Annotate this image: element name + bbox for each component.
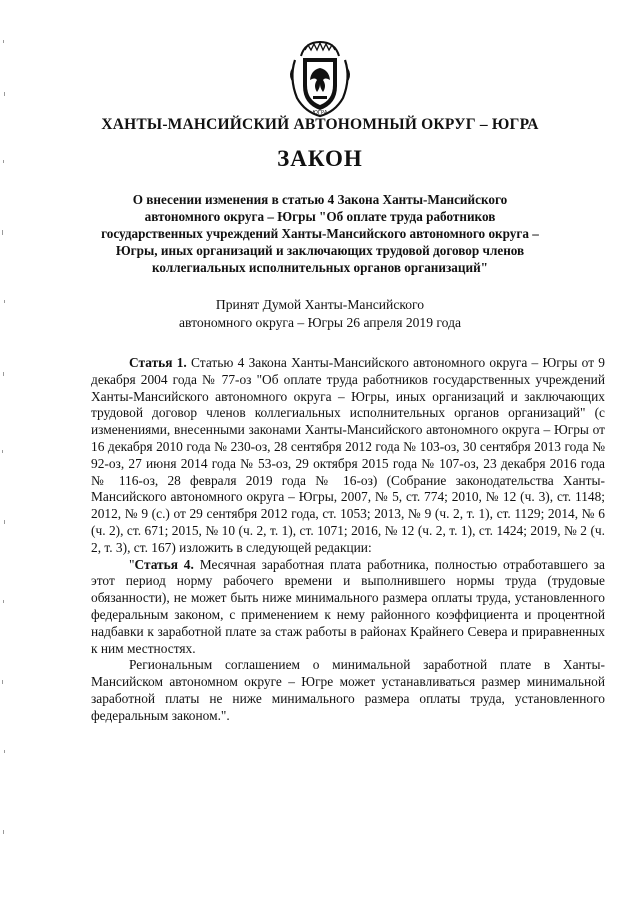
coat-of-arms-icon [285,38,355,118]
article-1-heading: Статья 1. [129,355,187,370]
article-4-paragraph [91,557,605,658]
article-1-text: Статью 4 Закона Ханты-Мансийского автономного округа – Югры от 9 декабря 2004 года № 77-оз "Об оплате труда работников государственных учреждений Ханты-Мансийского автономного округа – Югры, иных организаций и заключающих трудовой договор членов коллегиальных исполнительных органов организаций" (с изменениями, внесенными законами Ханты-Мансийского автономного округа – Югры от 16 декабря 2010 года № 230-оз, 28 сентября 2012 года № 103-оз, 30 сентября 2013 года № 92-оз, 27 июня 2014 года № 53-оз, 29 октября 2015 года № 107-оз, 23 декабря 2016 года № 116-оз, 28 февраля 2019 года № 16-оз) (Собрание законодательства Ханты-Мансийского автономного округа – Югры, 2007, № 5, ст. 774; 2010, № 12 (ч. 3), ст. 1148; 2012, № 9 (с.) от 29 сентября 2012 года, ст. 1053; 2013, № 9 (ч. 2, т. 1), ст. 1129; 2014, № 6 (ч. 2), ст. 671; 2015, № 10 (ч. 2, т. 1), ст. 1071; 2016, № 12 (ч. 2, т. 1), ст. 1424; 2019, № 2 (ч. 2, т. 3), ст. 167) изложить в следующей редакции: [91,355,605,555]
region-title: ХАНТЫ-МАНСИЙСКИЙ АВТОНОМНЫЙ ОКРУГ – ЮГРА [101,116,539,133]
article-4-text: Месячная заработная плата работника, полностью отработавшего за этот период норму рабочего времени и выполнившего нормы труда (трудовые обязанности), не может быть ниже минимального размера оплаты труда, установленного федеральным законом, с применением к нему районного коэффициента и процентной надбавки к заработной плате за стаж работы в районах Крайнего Севера и приравненных к ним местностях. [91,556,605,656]
document-type: ЗАКОН [277,146,363,171]
adoption-note [0,296,640,332]
law-subtitle: О внесении изменения в статью 4 Закона Ханты-Мансийского автономного округа – Югры "Об оплате труда работников государственных учреждений Ханты-Мансийского автономного округа – Югры, иных организаций и заключающих трудовой договор членов коллегиальных исполнительных органов организаций" [101,192,539,275]
article-4-heading: Статья 4. [134,556,194,572]
article-4-paragraph-2: Региональным соглашением о минимальной заработной плате в Ханты-Мансийском автономном округе – Югре может устанавливаться размер минимальной заработной платы не ниже минимального размера оплаты труда, установленного федеральным законом.". [91,657,605,723]
svg-text:ЮГРА: ЮГРА [312,110,328,116]
adoption-line-1: Принят Думой Ханты-Мансийского [215,297,425,312]
adoption-line-2: автономного округа – Югры 26 апреля 2019 года [178,315,462,330]
article-4-open-quote: " [129,556,135,572]
article-1-paragraph [91,355,605,557]
law-body [91,355,605,725]
scan-margin-marks [0,0,10,905]
